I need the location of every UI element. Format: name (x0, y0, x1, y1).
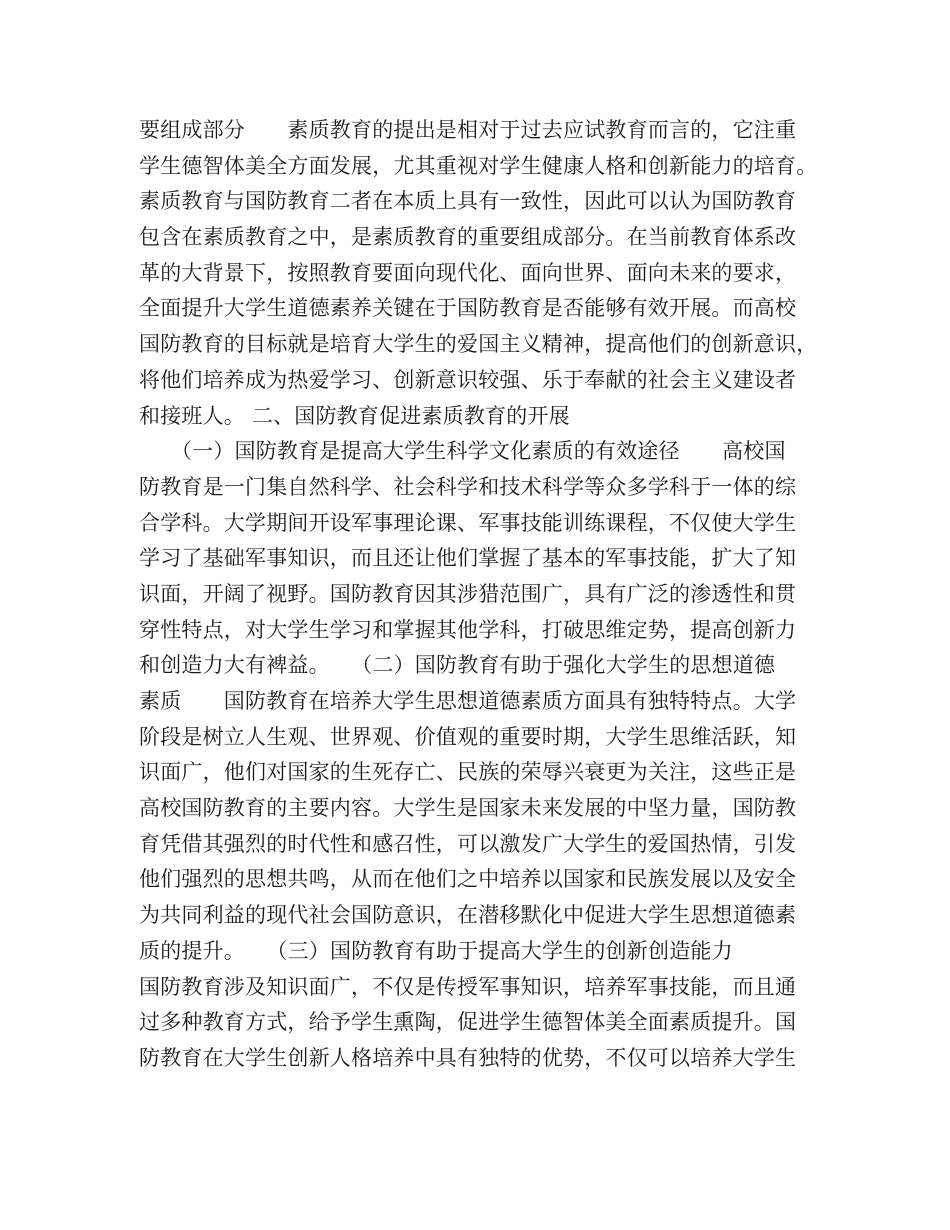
text-line-20: 高校国防教育的主要内容。大学生是国家未来发展的中坚力量，国防教 (139, 796, 797, 821)
text-line-15: 穿性特点，对大学生学习和掌握其他学科，打破思维定势，提高创新力 (139, 617, 797, 642)
text-line-19: 识面广，他们对国家的生死存亡、民族的荣辱兴衰更为关注，这些正是 (139, 760, 797, 785)
text-line-5: 革的大背景下，按照教育要面向现代化、面向世界、面向未来的要求， (139, 260, 797, 285)
text-line-3: 素质教育与国防教育二者在本质上具有一致性，因此可以认为国防教育 (139, 189, 797, 214)
text-line-21: 育凭借其强烈的时代性和感召性，可以激发广大学生的爱国热情，引发 (139, 831, 797, 856)
text-line-27: 防教育在大学生创新人格培养中具有独特的优势，不仅可以培养大学生 (139, 1045, 797, 1070)
text-line-18: 阶段是树立人生观、世界观、价值观的重要时期，大学生思维活跃，知 (139, 724, 797, 749)
text-line-10: （一）国防教育是提高大学生科学文化素质的有效途径 高校国 (139, 439, 786, 464)
text-line-12: 合学科。大学期间开设军事理论课、军事技能训练课程，不仅使大学生 (139, 510, 797, 535)
text-line-16: 和创造力大有裨益。 （二）国防教育有助于强化大学生的思想道德 (139, 653, 776, 678)
text-line-13: 学习了基础军事知识，而且还让他们掌握了基本的军事技能，扩大了知 (139, 546, 797, 571)
text-line-1: 要组成部分 素质教育的提出是相对于过去应试教育而言的，它注重 (139, 118, 797, 142)
text-line-26: 过多种教育方式，给予学生熏陶，促进学生德智体美全面素质提升。国 (139, 1010, 797, 1035)
body-text (139, 113, 829, 1077)
text-line-23: 为共同利益的现代社会国防意识，在潜移默化中促进大学生思想道德素 (139, 903, 797, 928)
text-line-25: 国防教育涉及知识面广，不仅是传授军事知识，培养军事技能，而且通 (139, 974, 797, 999)
text-line-14: 识面，开阔了视野。国防教育因其涉猎范围广，具有广泛的渗透性和贯 (139, 581, 797, 606)
text-line-22: 他们强烈的思想共鸣，从而在他们之中培养以国家和民族发展以及安全 (139, 867, 797, 892)
text-line-2: 学生德智体美全方面发展，尤其重视对学生健康人格和创新能力的培育。 (139, 153, 818, 178)
text-line-24: 质的提升。 （三）国防教育有助于提高大学生的创新创造能力 (139, 938, 733, 963)
text-line-4: 包含在素质教育之中，是素质教育的重要组成部分。在当前教育体系改 (139, 225, 797, 250)
text-line-7: 国防教育的目标就是培育大学生的爱国主义精神，提高他们的创新意识， (139, 332, 818, 357)
text-line-6: 全面提升大学生道德素养关键在于国防教育是否能够有效开展。而高校 (139, 296, 797, 321)
text-line-9: 和接班人。 二、国防教育促进素质教育的开展 (139, 403, 570, 428)
text-line-11: 防教育是一门集自然科学、社会科学和技术科学等众多学科于一体的综 (139, 474, 797, 499)
text-line-8: 将他们培养成为热爱学习、创新意识较强、乐于奉献的社会主义建设者 (139, 367, 797, 392)
text-line-17: 素质 国防教育在培养大学生思想道德素质方面具有独特特点。大学 (139, 689, 797, 713)
